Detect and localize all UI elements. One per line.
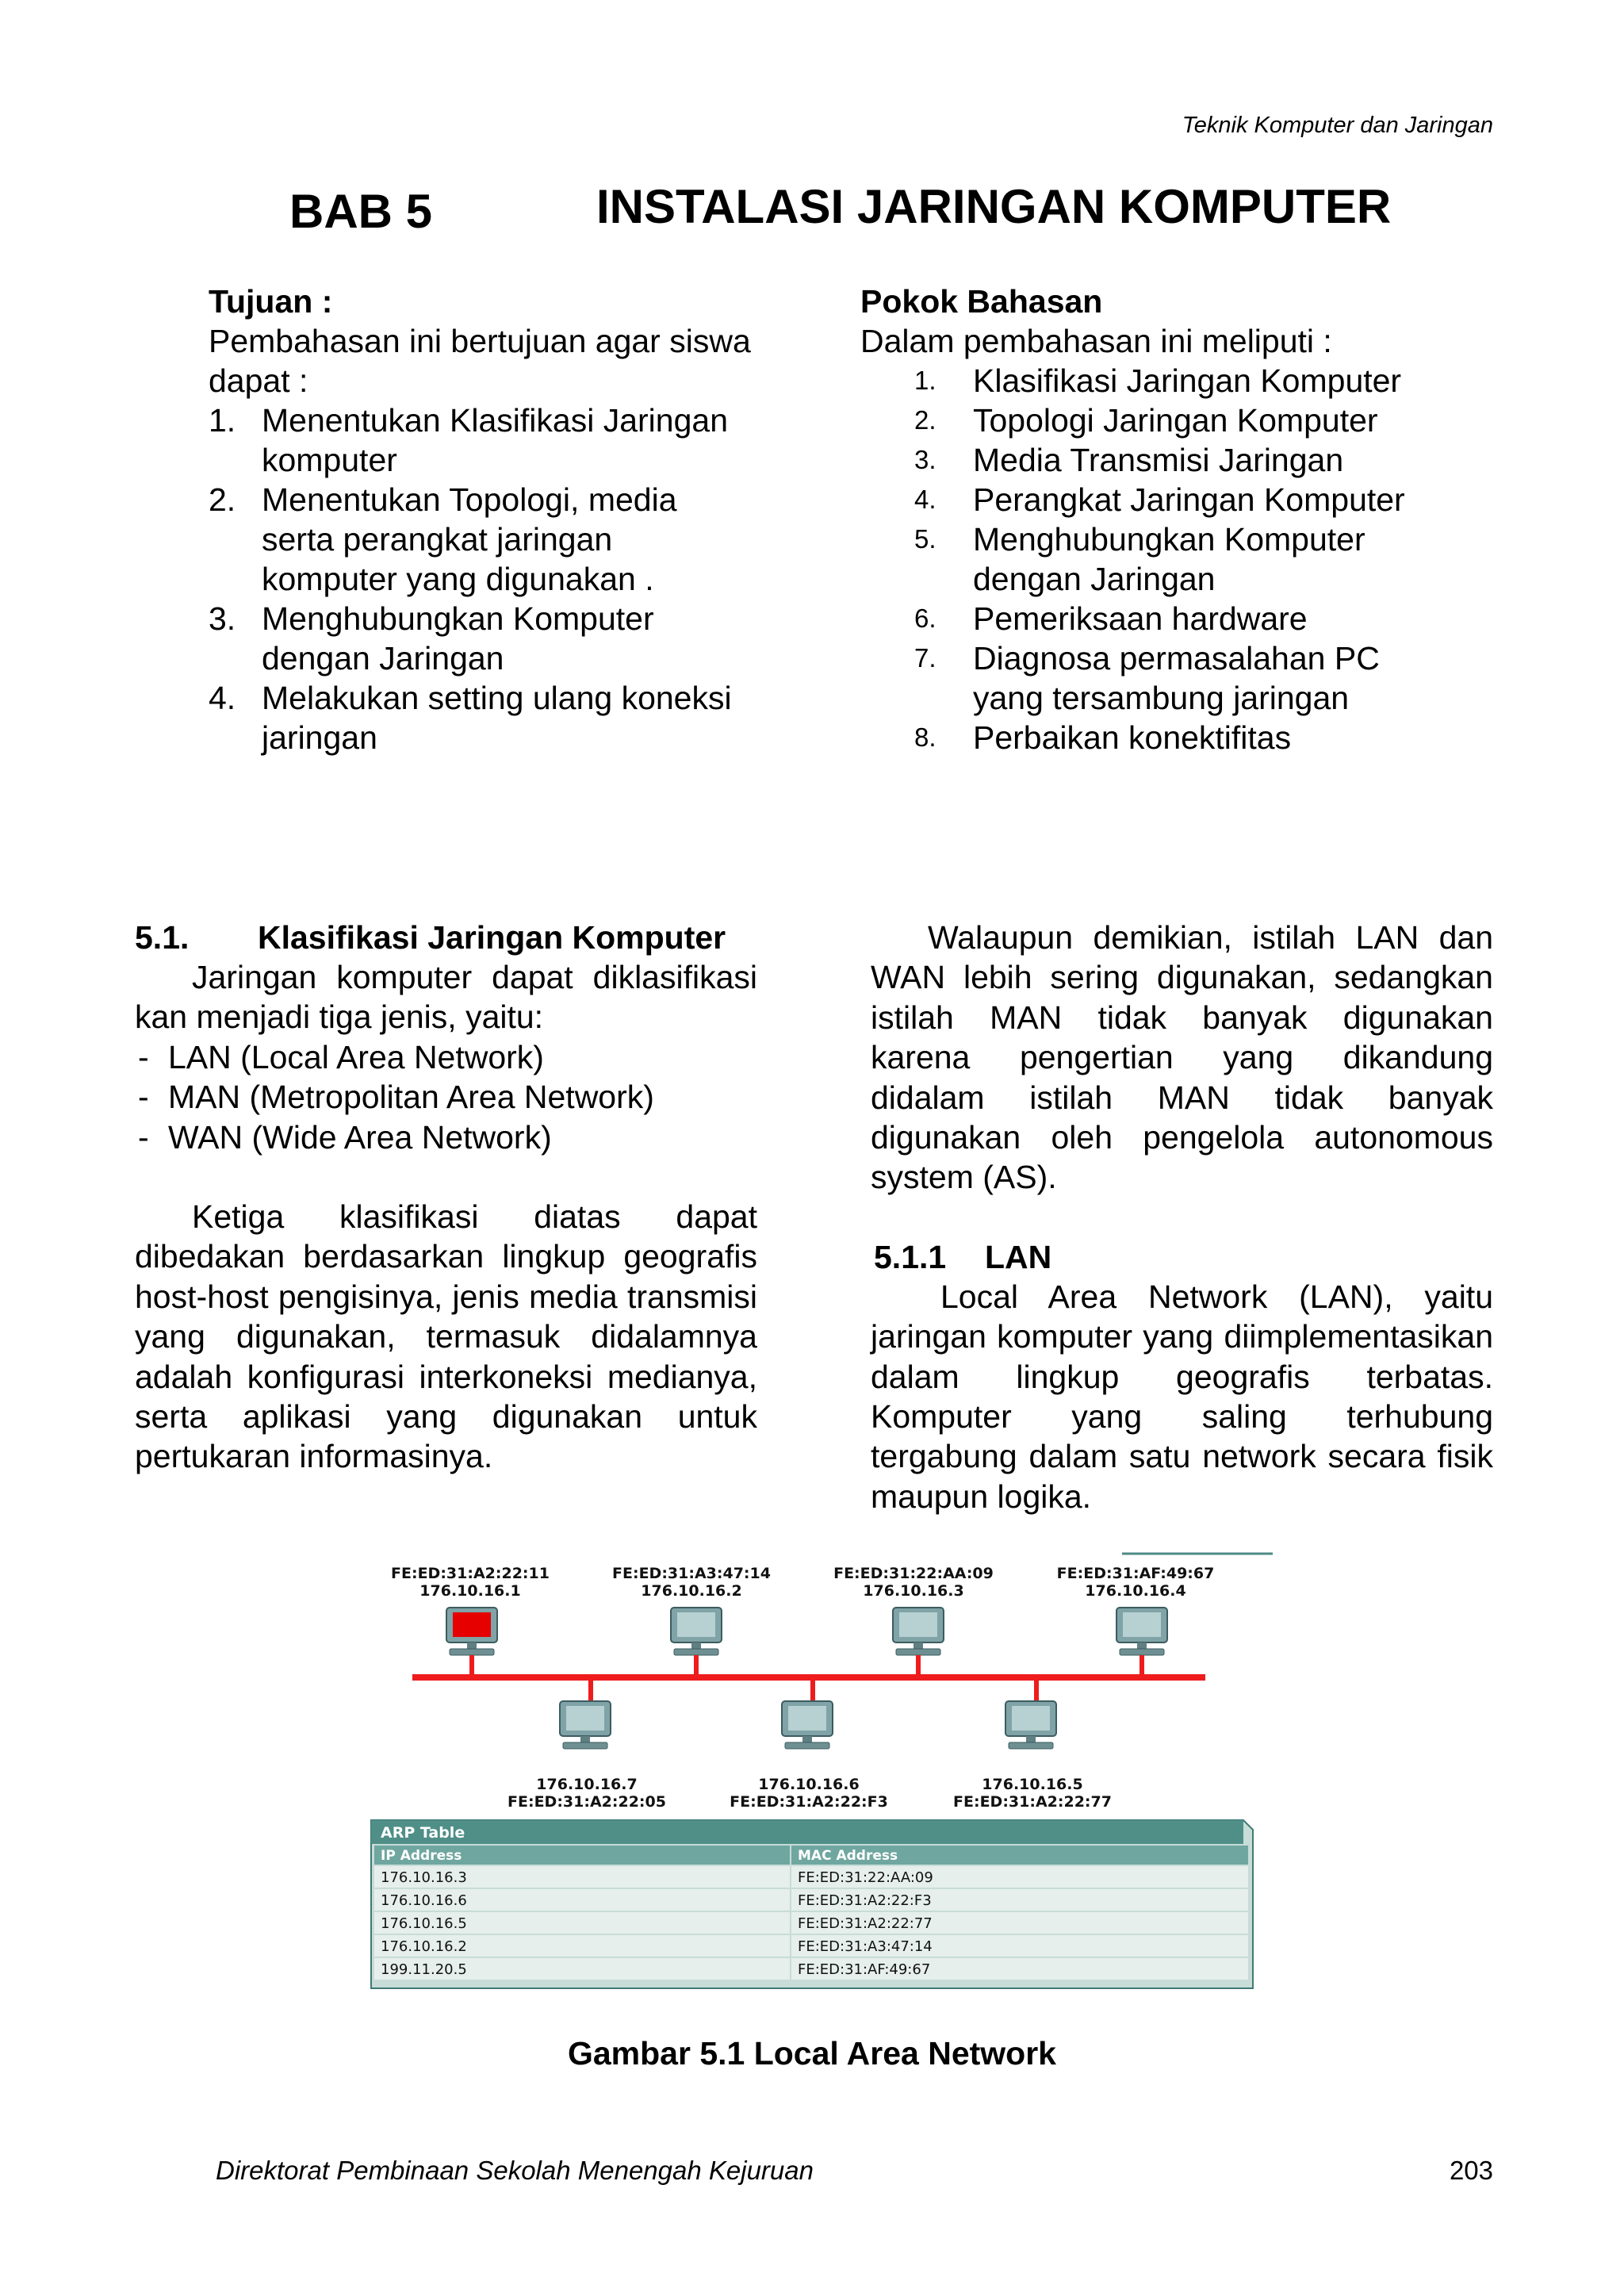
objective-number: 4. [209,680,236,716]
objective-item [209,678,811,757]
objective-line: serta perangkat jaringan [262,521,613,558]
network-type-item: - WAN (Wide Area Network) [135,1117,757,1157]
workstation-icon [782,1701,833,1749]
section-number: 5.1. [135,919,190,956]
arp-cell-ip: 176.10.16.2 [381,1938,467,1955]
objective-number: 3. [209,600,236,637]
workstation-icon [893,1608,944,1655]
workstation-icon [671,1608,722,1655]
section-title: Klasifikasi Jaringan Komputer [258,919,726,956]
host-ip-label: 176.10.16.5 [982,1776,1083,1793]
host-mac-label: FE:ED:31:A2:22:11 [391,1565,550,1582]
host-ip-label: 176.10.16.4 [1085,1582,1186,1600]
topic-line: yang tersambung jaringan [973,680,1350,716]
network-types-list [135,1037,757,1157]
arp-cell-mac: FE:ED:31:A2:22:77 [798,1915,933,1932]
topics-list [860,361,1511,757]
arp-cell-mac: FE:ED:31:A3:47:14 [798,1938,933,1955]
lan-wan-paragraph: Walaupun demikian, istilah LAN dan WAN lebih sering digunakan, sedangkan istilah MAN tidak banyak digunakan karena pengertian yang dikandung didalam istilah MAN tidak banyak digunakan oleh pengelola autonomous system (AS). [871,919,1493,1196]
topic-item [860,401,1511,440]
objective-number: 1. [209,402,236,439]
objective-line: Menentukan Topologi, media [262,481,677,518]
host-ip-label: 176.10.16.3 [863,1582,964,1600]
objective-line: Menentukan Klasifikasi Jaringan [262,402,728,439]
lan-figure [349,1543,1277,2003]
host-mac-label: FE:ED:31:22:AA:09 [833,1565,994,1582]
objective-line: Melakukan setting ulang koneksi [262,680,732,716]
host-mac-label: FE:ED:31:A2:22:77 [953,1793,1112,1811]
objective-number: 2. [209,481,236,518]
topic-line: Diagnosa permasalahan PC [973,640,1380,677]
host-ip-label: 176.10.16.2 [641,1582,742,1600]
topic-number: 8. [914,723,936,752]
section-5-1-heading [135,918,757,957]
topics-intro: Dalam pembahasan ini meliputi : [860,323,1332,359]
host-mac-label: FE:ED:31:A2:22:F3 [730,1793,888,1811]
page-number: 203 [1449,2156,1493,2185]
workstation-icon [560,1701,611,1749]
topic-number: 7. [914,643,936,673]
running-header: Teknik Komputer dan Jaringan [1182,113,1493,138]
topic-item [860,718,1511,757]
topic-line: Topologi Jaringan Komputer [973,402,1378,439]
right-column [871,918,1493,1516]
topic-item [860,480,1511,519]
network-type-item: - LAN (Local Area Network) [135,1037,757,1077]
section-5-1-1-heading [871,1237,1493,1277]
topic-item [860,638,1511,718]
arp-title: ARP Table [381,1824,465,1842]
objectives-block [209,282,811,757]
topics-block [860,282,1511,757]
host-mac-label: FE:ED:31:A2:22:05 [508,1793,666,1811]
chapter-title: INSTALASI JARINGAN KOMPUTER [596,180,1392,233]
objective-line: Menghubungkan Komputer [262,600,654,637]
host-ip-label: 176.10.16.7 [536,1776,638,1793]
topic-number: 4. [914,485,936,514]
footer-text: Direktorat Pembinaan Sekolah Menengah Kejuruan [216,2156,814,2185]
topic-item [860,361,1511,401]
objective-item [209,480,811,599]
objective-line: dengan Jaringan [262,640,504,677]
section-5-1 [135,918,757,1477]
host-ip-label: 176.10.16.1 [419,1582,521,1600]
objective-line: komputer yang digunakan . [262,561,654,597]
topic-line: Perbaikan konektifitas [973,719,1292,756]
objectives-intro-2: dapat : [209,362,308,399]
objectives-intro: Pembahasan ini bertujuan agar siswa [209,323,751,359]
topic-line: Menghubungkan Komputer [973,521,1365,558]
network-cabling [412,1655,1205,1701]
topic-number: 6. [914,604,936,633]
topic-line: Klasifikasi Jaringan Komputer [973,362,1402,399]
subsection-number: 5.1.1 [874,1238,947,1275]
lan-paragraph: Local Area Network (LAN), yaitu jaringan komputer yang diimplementasikan dalam lingkup geografis terbatas. Komputer yang saling terhubung tergabung dalam satu network secara fisik maupun logika. [871,1278,1493,1515]
topic-number: 1. [914,366,936,395]
workstation-icon [1005,1701,1056,1749]
arp-cell-ip: 199.11.20.5 [381,1961,467,1978]
chapter-number: BAB 5 [289,185,433,238]
objective-item [209,599,811,678]
subsection-title: LAN [985,1238,1052,1275]
arp-cell-mac: FE:ED:31:22:AA:09 [798,1869,933,1886]
topics-heading: Pokok Bahasan [860,283,1103,320]
objective-line: komputer [262,442,397,478]
arp-cell-ip: 176.10.16.3 [381,1869,467,1886]
network-type-item: - MAN (Metropolitan Area Network) [135,1077,757,1117]
topic-number: 5. [914,524,936,554]
arp-col-mac: MAC Address [798,1848,898,1864]
objectives-list [209,401,811,757]
objectives-heading: Tujuan : [209,283,333,320]
topic-number: 2. [914,405,936,435]
arp-cell-mac: FE:ED:31:AF:49:67 [798,1961,931,1978]
topic-line: Media Transmisi Jaringan [973,442,1344,478]
section-5-1-intro: Jaringan komputer dapat diklasifikasi kan menjadi tiga jenis, yaitu: [135,959,757,1036]
host-mac-label: FE:ED:31:AF:49:67 [1056,1565,1215,1582]
topic-number: 3. [914,445,936,474]
topic-item [860,440,1511,480]
workstation-icon [446,1608,497,1655]
host-mac-label: FE:ED:31:A3:47:14 [612,1565,771,1582]
topic-item [860,519,1511,599]
objective-item [209,401,811,480]
arp-cell-ip: 176.10.16.6 [381,1892,467,1909]
topic-line: dengan Jaringan [973,561,1216,597]
arp-col-ip: IP Address [381,1848,462,1864]
host-ip-label: 176.10.16.6 [758,1776,860,1793]
arp-cell-ip: 176.10.16.5 [381,1915,467,1932]
topic-line: Perangkat Jaringan Komputer [973,481,1405,518]
section-5-1-paragraph: Ketiga klasifikasi diatas dapat dibedakan berdasarkan lingkup geografis host-host pengisinya, jenis media transmisi yang digunakan, termasuk didalamnya adalah konfigurasi interkoneksi medianya, serta aplikasi yang digunakan untuk pertukaran informasinya. [135,1198,757,1475]
topic-item [860,599,1511,638]
workstation-icon [1116,1608,1167,1655]
arp-cell-mac: FE:ED:31:A2:22:F3 [798,1892,932,1909]
objective-line: jaringan [262,719,377,756]
arp-table [371,1820,1253,1988]
figure-caption: Gambar 5.1 Local Area Network [567,2035,1056,2072]
topic-line: Pemeriksaan hardware [973,600,1308,637]
